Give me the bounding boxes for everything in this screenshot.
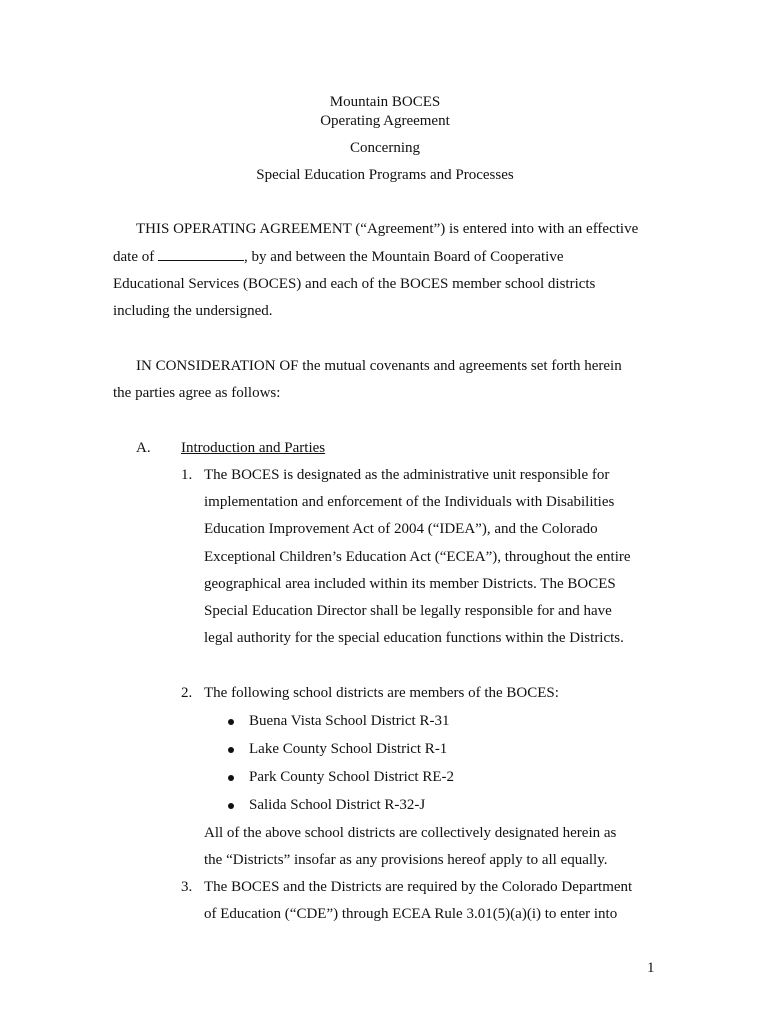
item-2-number: 2. [181, 685, 193, 701]
item-1-number: 1. [181, 467, 193, 483]
item-2-intro: The following school districts are members of the BOCES: [204, 685, 559, 701]
bullet-icon [228, 775, 234, 781]
preamble-line-1: THIS OPERATING AGREEMENT (“Agreement”) is entered into with an effective [136, 221, 639, 237]
item-3-line-2: of Education (“CDE”) through ECEA Rule 3.01(5)(a)(i) to enter into [204, 906, 618, 922]
item-2-after-line-1: All of the above school districts are collectively designated herein as [204, 825, 617, 841]
effective-date-blank [158, 248, 244, 261]
preamble-line-3: Educational Services (BOCES) and each of the BOCES member school districts [113, 276, 596, 292]
item-3-number: 3. [181, 879, 193, 895]
district-list-item: Salida School District R-32-J [249, 797, 426, 813]
item-1-line: The BOCES is designated as the administrative unit responsible for [204, 467, 610, 483]
preamble-date-label: date of [113, 249, 158, 265]
document-title: Operating Agreement [320, 113, 450, 129]
document-subject: Special Education Programs and Processes [256, 167, 514, 183]
preamble-line-4: including the undersigned. [113, 303, 273, 319]
consideration-line-1: IN CONSIDERATION OF the mutual covenants and agreements set forth herein [136, 358, 622, 374]
item-1-line: Exceptional Children’s Education Act (“ECEA”), throughout the entire [204, 549, 631, 565]
item-1-line: Education Improvement Act of 2004 (“IDEA”), and the Colorado [204, 521, 598, 537]
preamble-line-2-rest: , by and between the Mountain Board of Cooperative [243, 249, 564, 265]
bullet-icon [228, 803, 234, 809]
item-1-line: geographical area included within its member Districts. The BOCES [204, 576, 616, 592]
district-list-item: Park County School District RE-2 [249, 769, 454, 785]
item-2-after-line-2: the “Districts” insofar as any provisions hereof apply to all equally. [204, 852, 608, 868]
section-a-heading: Introduction and Parties [181, 440, 326, 456]
item-3-line-1: The BOCES and the Districts are required by the Colorado Department [204, 879, 633, 895]
consideration-line-2: the parties agree as follows: [113, 385, 281, 401]
item-1-line: Special Education Director shall be legally responsible for and have [204, 603, 612, 619]
bullet-icon [228, 747, 234, 753]
item-1-line: implementation and enforcement of the Individuals with Disabilities [204, 494, 615, 510]
concerning-label: Concerning [350, 140, 420, 156]
district-list-item: Buena Vista School District R-31 [249, 713, 450, 729]
section-a-letter: A. [136, 440, 151, 456]
item-1-line: legal authority for the special education functions within the Districts. [204, 630, 624, 646]
bullet-icon [228, 719, 234, 725]
preamble-line-2 [113, 248, 563, 266]
org-name: Mountain BOCES [329, 94, 441, 110]
page-number: 1 [647, 960, 655, 976]
district-list-item: Lake County School District R-1 [249, 741, 448, 757]
